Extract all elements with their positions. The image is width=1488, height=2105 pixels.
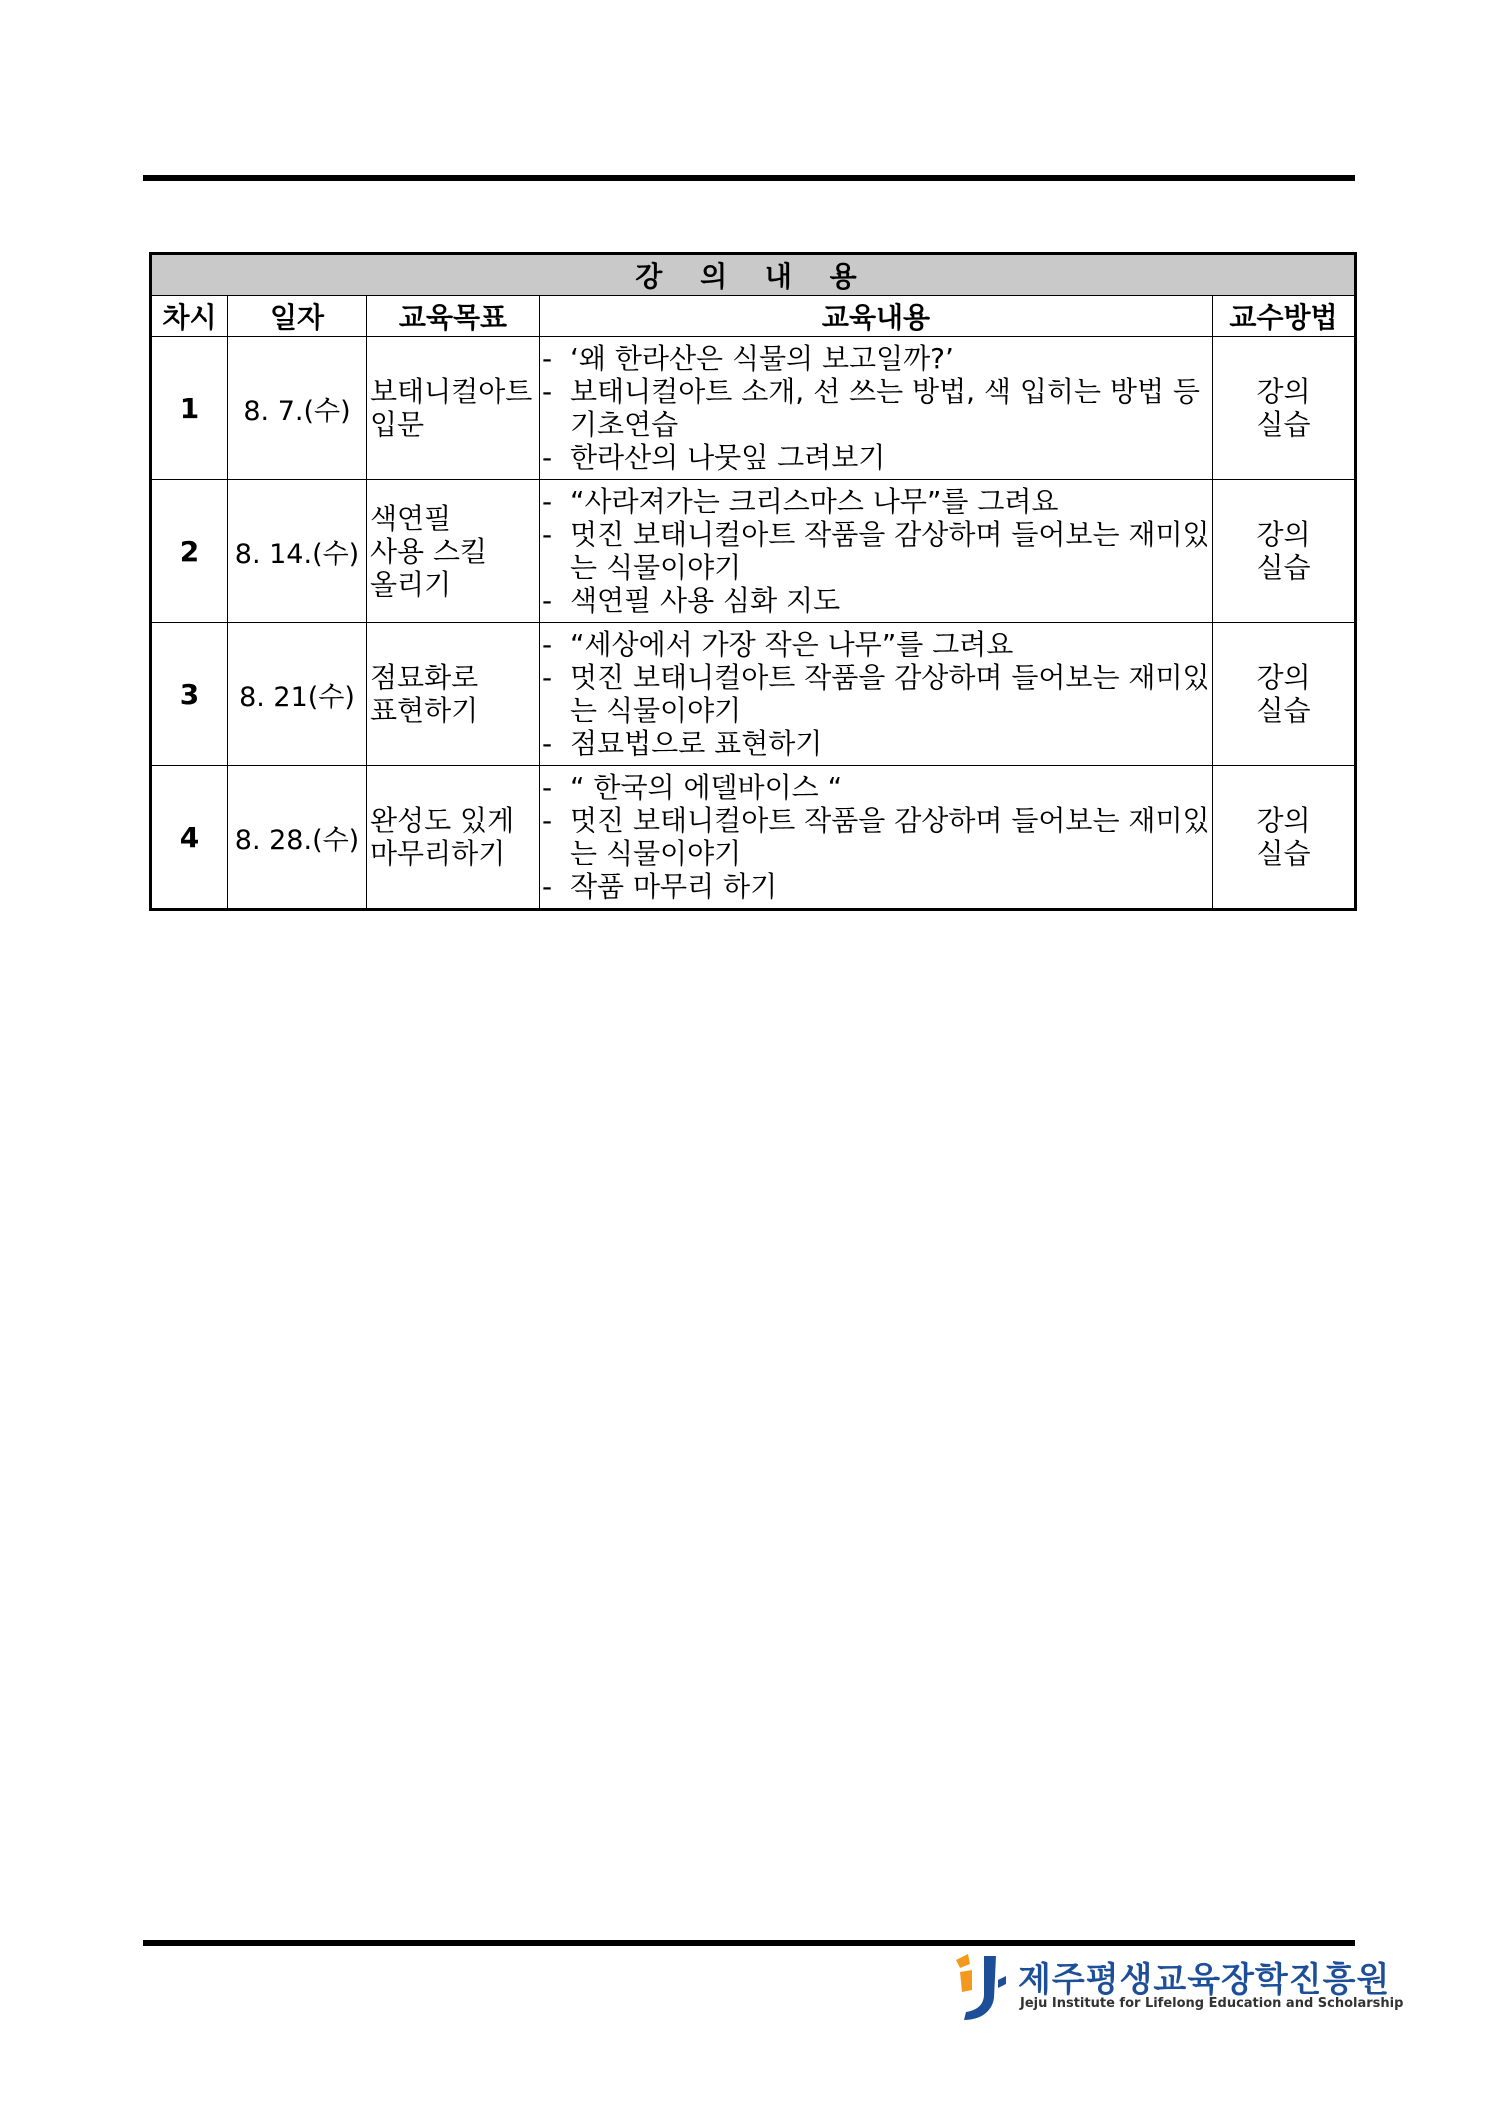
content-item: - ‘왜 한라산은 식물의 보고일까?’: [542, 342, 954, 375]
header-goal: 교육목표: [367, 296, 540, 337]
goal-line: 표현하기: [370, 694, 479, 727]
table-row: [151, 480, 1356, 623]
content-item: - 멋진 보태니컬아트 작품을 감상하며 들어보는 재미있는 식물이야기: [542, 661, 1210, 727]
course-schedule-table: [149, 252, 1357, 911]
session-goal: [367, 766, 540, 910]
session-date: 8. 28.(수): [228, 766, 367, 910]
table-row: [151, 337, 1356, 480]
session-number: 1: [151, 337, 228, 480]
goal-line: 사용 스킬: [370, 534, 488, 568]
header-date: 일자: [228, 296, 367, 337]
institute-logo-icon: [950, 1950, 1010, 2024]
session-content: [540, 766, 1213, 910]
session-method: [1213, 766, 1356, 910]
method-line: 실습: [1256, 694, 1311, 727]
session-method: [1213, 337, 1356, 480]
institute-name-korean: 제주평생교육장학진흥원: [1018, 1960, 1391, 2000]
session-method: [1213, 623, 1356, 766]
institute-logo: [950, 1950, 1404, 2024]
session-goal: [367, 480, 540, 623]
session-number: 4: [151, 766, 228, 910]
session-number: 2: [151, 480, 228, 623]
method-line: 강의: [1256, 804, 1311, 837]
section-title: 강 의 내 용: [151, 254, 1356, 296]
method-line: 실습: [1256, 551, 1311, 584]
content-item: - 작품 마무리 하기: [542, 870, 778, 903]
goal-line: 점묘화로: [370, 661, 479, 694]
session-goal: [367, 623, 540, 766]
header-method: 교수방법: [1213, 296, 1356, 337]
session-content: [540, 623, 1213, 766]
goal-line: 마무리하기: [370, 837, 506, 870]
session-method: [1213, 480, 1356, 623]
content-item: - 멋진 보태니컬아트 작품을 감상하며 들어보는 재미있는 식물이야기: [542, 518, 1210, 584]
content-item: - 한라산의 나뭇잎 그려보기: [542, 441, 886, 474]
content-item: - “ 한국의 에델바이스 “: [542, 771, 843, 804]
method-line: 강의: [1256, 518, 1311, 551]
goal-line: 입문: [370, 408, 425, 441]
method-line: 강의: [1256, 661, 1311, 694]
goal-line: 색연필: [370, 501, 452, 535]
institute-name-english: Jeju Institute for Lifelong Education and Scholarship: [1020, 1996, 1404, 2011]
header-rule: [143, 175, 1355, 181]
header-session: 차시: [151, 296, 228, 337]
session-date: 8. 7.(수): [228, 337, 367, 480]
header-content: 교육내용: [540, 296, 1213, 337]
session-content: [540, 337, 1213, 480]
session-number: 3: [151, 623, 228, 766]
table-row: [151, 623, 1356, 766]
content-item: - “세상에서 가장 작은 나무”를 그려요: [542, 628, 1014, 661]
method-line: 실습: [1256, 408, 1311, 441]
goal-line: 보태니컬아트: [370, 375, 533, 408]
session-content: [540, 480, 1213, 623]
content-item: - 보태니컬아트 소개, 선 쓰는 방법, 색 입히는 방법 등 기초연습: [542, 375, 1200, 441]
content-item: - 멋진 보태니컬아트 작품을 감상하며 들어보는 재미있는 식물이야기: [542, 804, 1210, 870]
method-line: 실습: [1256, 837, 1311, 870]
footer-rule: [143, 1940, 1355, 1946]
content-item: - 점묘법으로 표현하기: [542, 727, 823, 760]
session-date: 8. 14.(수): [228, 480, 367, 623]
session-goal: [367, 337, 540, 480]
goal-line: 완성도 있게: [370, 804, 515, 837]
method-line: 강의: [1256, 375, 1311, 408]
goal-line: 올리기: [370, 567, 452, 601]
content-item: - “사라져가는 크리스마스 나무”를 그려요: [542, 485, 1059, 518]
content-item: - 색연필 사용 심화 지도: [542, 584, 841, 617]
table-row: [151, 766, 1356, 910]
session-date: 8. 21(수): [228, 623, 367, 766]
